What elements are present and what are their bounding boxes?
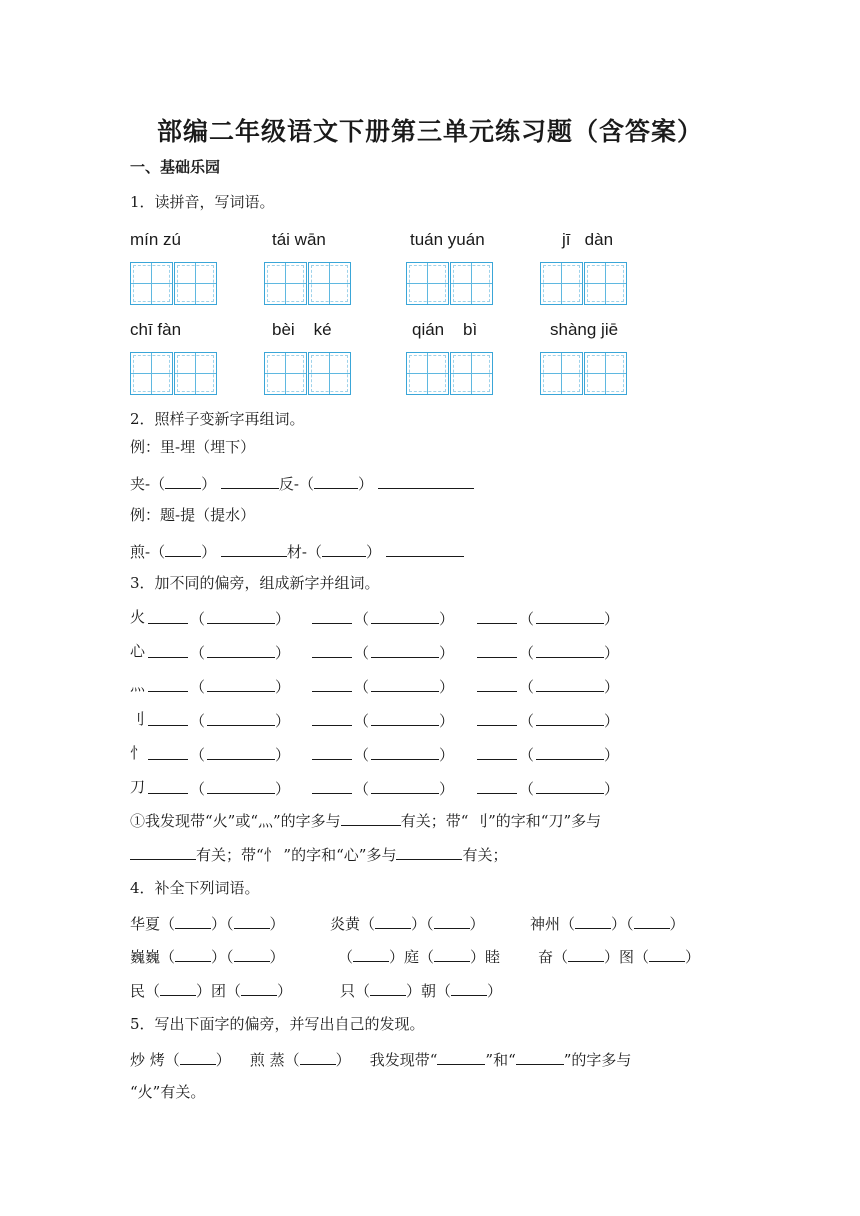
page-title: 部编二年级语文下册第三单元练习题（含答案） [156, 117, 703, 146]
example-line: 例：里-埋（埋下） [130, 438, 256, 456]
pinyin-label: mín zú [130, 230, 182, 249]
answer-blank[interactable] [148, 743, 188, 760]
pinyin-label: tuán yuán [410, 230, 485, 249]
answer-blank[interactable] [341, 809, 401, 826]
answer-blank[interactable] [386, 540, 464, 557]
new-char-group: （ ） [312, 675, 454, 697]
new-char-group: （ ） [148, 675, 290, 697]
writing-grid[interactable] [130, 262, 217, 305]
answer-blank[interactable] [165, 540, 201, 557]
radical-label: 灬 [130, 676, 146, 694]
answer-blank[interactable] [477, 709, 517, 726]
answer-blank[interactable] [371, 641, 439, 658]
answer-blank[interactable] [536, 641, 604, 658]
pinyin-label: shàng jiē [550, 320, 619, 339]
writing-grid[interactable] [264, 352, 351, 395]
answer-blank[interactable] [437, 1048, 485, 1065]
answer-blank[interactable] [312, 777, 352, 794]
answer-blank[interactable] [378, 472, 474, 489]
answer-blank[interactable] [148, 607, 188, 624]
answer-blank[interactable] [312, 607, 352, 624]
answer-blank[interactable] [207, 777, 275, 794]
new-char-group: （ ） [148, 777, 290, 799]
new-char-group: （ ） [477, 709, 619, 731]
answer-blank[interactable] [130, 843, 196, 860]
answer-blank[interactable] [148, 675, 188, 692]
new-char-group: （ ） [312, 641, 454, 663]
pinyin-label: bèi ké [272, 320, 332, 339]
answer-line: 炒 烤（ ） 煎 蒸（ ） 我发现带“ ”和“ ”的字多与 [130, 1048, 631, 1070]
answer-blank[interactable] [536, 607, 604, 624]
question-3-prompt: 3．加不同的偏旁，组成新字并组词。 [130, 574, 380, 592]
new-char-group: （ ） [312, 777, 454, 799]
answer-blank[interactable] [207, 607, 275, 624]
answer-blank[interactable] [207, 709, 275, 726]
new-char-group: （ ） [148, 607, 290, 629]
pinyin-label: chī fàn [130, 320, 182, 339]
answer-blank[interactable] [371, 709, 439, 726]
answer-blank[interactable] [516, 1048, 564, 1065]
writing-grid[interactable] [406, 262, 493, 305]
answer-blank[interactable] [536, 675, 604, 692]
question-5-prompt: 5．写出下面字的偏旁，并写出自己的发现。 [130, 1015, 425, 1033]
answer-blank[interactable] [371, 675, 439, 692]
new-char-group: （ ） [312, 607, 454, 629]
answer-blank[interactable] [312, 675, 352, 692]
answer-blank[interactable] [536, 777, 604, 794]
new-char-group: （ ） [477, 743, 619, 765]
answer-blank[interactable] [148, 777, 188, 794]
radical-label: 忄 [130, 744, 146, 762]
answer-blank[interactable] [477, 777, 517, 794]
answer-blank[interactable] [536, 743, 604, 760]
finding-line: 有关；带“忄 ”的字和“心”多与 有关； [130, 843, 507, 865]
new-char-group: （ ） [312, 743, 454, 765]
answer-blank[interactable] [536, 709, 604, 726]
answer-blank[interactable] [312, 743, 352, 760]
answer-blank[interactable] [207, 743, 275, 760]
answer-blank[interactable] [312, 641, 352, 658]
example-line: 例：题-提（提水） [130, 506, 256, 524]
answer-blank[interactable] [180, 1048, 216, 1065]
answer-blank[interactable] [322, 540, 366, 557]
answer-blank[interactable] [148, 641, 188, 658]
answer-line-continued: “火”有关。 [130, 1083, 206, 1101]
answer-blank[interactable] [207, 641, 275, 658]
answer-blank[interactable] [477, 641, 517, 658]
answer-blank[interactable] [396, 843, 462, 860]
radical-label: 火 [130, 608, 146, 626]
answer-blank[interactable] [371, 743, 439, 760]
question-1-prompt: 1．读拼音，写词语。 [130, 193, 275, 211]
new-char-group: （ ） [148, 709, 290, 731]
answer-blank[interactable] [207, 675, 275, 692]
writing-grid[interactable] [540, 262, 627, 305]
answer-line: 夹-（ ） 反-（ ） [130, 472, 474, 494]
answer-blank[interactable] [371, 777, 439, 794]
answer-blank[interactable] [371, 607, 439, 624]
writing-grid[interactable] [406, 352, 493, 395]
answer-blank[interactable] [314, 472, 358, 489]
answer-blank[interactable] [300, 1048, 336, 1065]
new-char-group: （ ） [477, 675, 619, 697]
writing-grid[interactable] [540, 352, 627, 395]
new-char-group: （ ） [312, 709, 454, 731]
pinyin-label: tái wān [272, 230, 326, 249]
answer-blank[interactable] [221, 472, 279, 489]
radical-label: 刀 [130, 778, 146, 796]
writing-grid[interactable] [264, 262, 351, 305]
radical-label: 心 [130, 642, 146, 660]
answer-line: 煎-（ ） 材-（ ） [130, 540, 464, 562]
pinyin-label: qián bì [412, 320, 478, 339]
answer-blank[interactable] [165, 472, 201, 489]
radical-label: 刂 [130, 710, 146, 728]
answer-blank[interactable] [148, 709, 188, 726]
answer-blank[interactable] [477, 743, 517, 760]
new-char-group: （ ） [477, 641, 619, 663]
answer-blank[interactable] [221, 540, 287, 557]
question-4-prompt: 4．补全下列词语。 [130, 879, 260, 897]
pinyin-label: jī dàn [562, 230, 614, 249]
worksheet-page: 部编二年级语文下册第三单元练习题（含答案） 一、基础乐园 1．读拼音，写词语。 mín zú tái wān tuán yuán jī dàn chī fàn bèi ké qián bì shàng jiē 2．照样子变新字再组词。 例：里-埋（埋下） 夹-（ ） 反-（ ） 例：题-提（提水） 煎-（ ） 材-（ ） 3．加不同的偏旁，组成新字并组词。 火 （ ） （ ） （ ） 心 （ ） （ ） （ ） 灬 （ ） （ ） （ ） 刂 （ ） （ ） （ ） 忄 （ ） （ ） （ ） 刀 （ ） （ ） （ ） ①我发现带“火”或“灬”的字多与 有关；带“ 刂”的字和“刀”多与 有关；带“忄 ”的字和“心”多与 有关； 4．补全下列词语。 华夏（ ）（ ） 炎黄（ ）（ ） 神州（ ）（ ） 巍巍（ ）（ ） （ ）庭（ ）睦 奋（ ）图（ ） 民（ ）团（ ） 只（ ）朝（ ） 5．写出下面字的偏旁，并写出自己的发现。 炒 烤（ ） 煎 蒸（ ） 我发现带“ ”和“ ”的字多与 “火”有关。 [0, 0, 860, 1216]
new-char-group: （ ） [148, 641, 290, 663]
question-2-prompt: 2．照样子变新字再组词。 [130, 410, 305, 428]
answer-blank[interactable] [312, 709, 352, 726]
answer-blank[interactable] [477, 675, 517, 692]
finding-line: ①我发现带“火”或“灬”的字多与 有关；带“ 刂”的字和“刀”多与 [130, 809, 601, 831]
writing-grid[interactable] [130, 352, 217, 395]
section-heading: 一、基础乐园 [130, 158, 221, 176]
new-char-group: （ ） [477, 777, 619, 799]
new-char-group: （ ） [148, 743, 290, 765]
answer-blank[interactable] [477, 607, 517, 624]
new-char-group: （ ） [477, 607, 619, 629]
